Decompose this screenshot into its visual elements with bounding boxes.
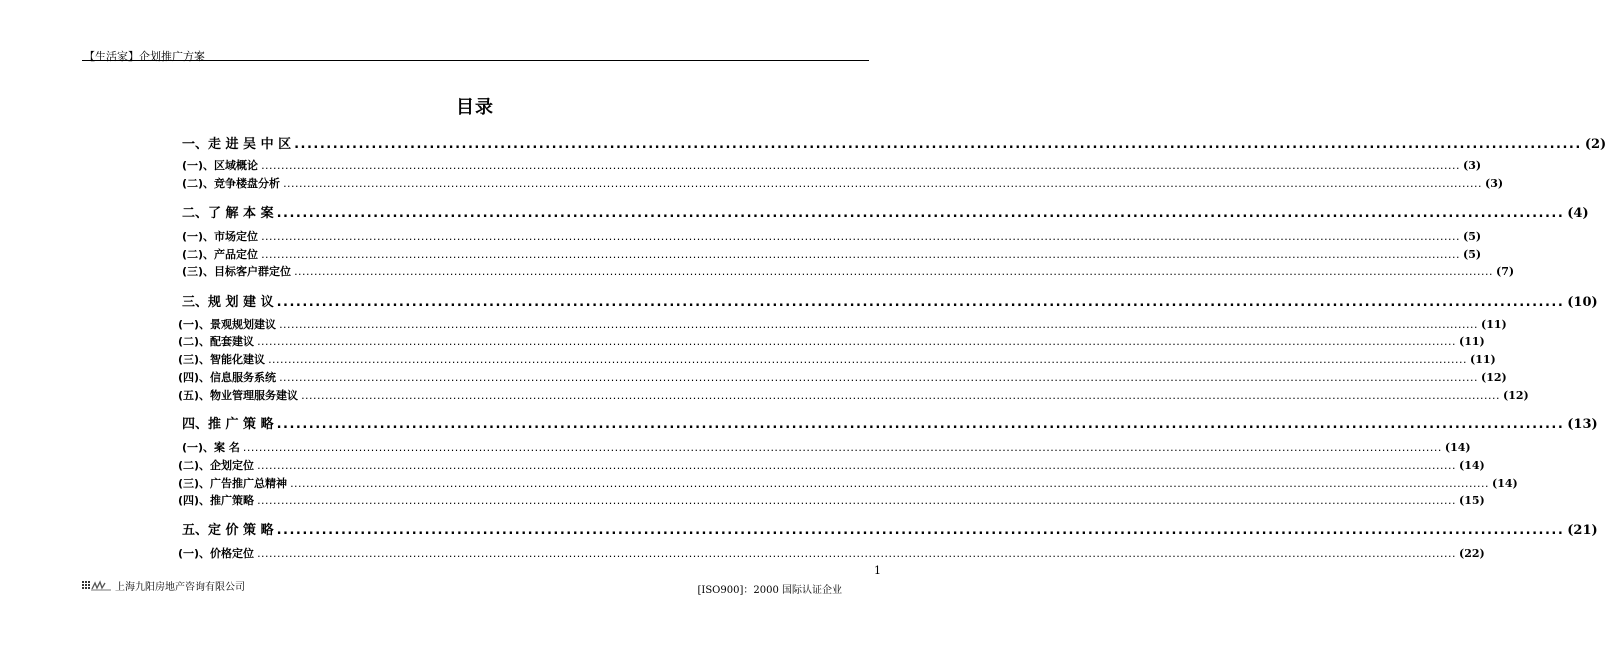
toc-leader-dots: ............................................................................................................................................................................................................................................................................................................ [279, 371, 1479, 384]
toc-entry-label: 三、规 划 建 议 [182, 295, 274, 310]
toc-leader-dots: ............................................................................................................................................................................................................................................................................................................ [283, 177, 1483, 190]
toc-leader-dots: ............................................................................................................................................................................................................................................................................................................ [257, 335, 1457, 348]
document-header: 【生活家】企划推广方案 [84, 50, 205, 63]
toc-section-entry [178, 316, 1507, 332]
toc-page-number: (5) [1463, 230, 1482, 243]
toc-section-entry [182, 175, 1504, 191]
toc-leader-dots: ............................................................................................................................................................................................................................................................................................................ [261, 159, 1461, 172]
toc-entry-label: (二)、企划定位 [178, 459, 255, 472]
toc-leader-dots: ............................................................................................................................................................................................................................................................................................................ [301, 389, 1501, 402]
toc-section-entry [182, 228, 1482, 244]
toc-page-number: (5) [1463, 248, 1482, 261]
toc-page-number: (10) [1567, 295, 1598, 310]
toc-entry-label: (一)、区域概论 [182, 159, 259, 172]
toc-entry-label: (四)、推广策略 [178, 494, 255, 507]
toc-page-number: (11) [1459, 335, 1485, 348]
toc-page-number: (11) [1470, 353, 1496, 366]
toc-leader-dots: ........................................................................................................................................................................................................ [276, 295, 1565, 310]
toc-leader-dots: ............................................................................................................................................................................................................................................................................................................ [257, 459, 1457, 472]
toc-entry-label: (一)、市场定位 [182, 230, 259, 243]
toc-page-number: (14) [1459, 459, 1485, 472]
toc-section-entry [178, 333, 1485, 349]
toc-section-entry [178, 475, 1518, 491]
toc-section-entry [178, 387, 1529, 403]
toc-section-entry [178, 492, 1485, 508]
toc-page-number: (11) [1481, 318, 1507, 331]
toc-title: 目录 [456, 97, 494, 118]
toc-entry-label: 二、了 解 本 案 [182, 206, 274, 221]
toc-leader-dots: ............................................................................................................................................................................................................................................................................................................ [257, 547, 1457, 560]
toc-page-number: (3) [1485, 177, 1504, 190]
toc-entry-label: (二)、产品定位 [182, 248, 259, 261]
toc-page-number: (15) [1459, 494, 1485, 507]
toc-leader-dots: ........................................................................................................................................................................................................ [276, 417, 1565, 432]
toc-entry-label: (一)、景观规划建议 [178, 318, 277, 331]
toc-leader-dots: ............................................................................................................................................................................................................................................................................................................ [290, 477, 1490, 490]
toc-entry-label: 一、走 进 吴 中 区 [182, 137, 292, 152]
toc-entry-label: 五、定 价 策 略 [182, 523, 274, 538]
toc-leader-dots: ........................................................................................................................................................................................................ [294, 137, 1582, 152]
toc-page-number: (13) [1567, 417, 1598, 432]
toc-section-entry [182, 246, 1482, 262]
toc-section-entry [178, 351, 1496, 367]
toc-section-entry [178, 457, 1485, 473]
toc-page-number: (22) [1459, 547, 1485, 560]
toc-section-entry [182, 157, 1482, 173]
toc-entry-label: (二)、竞争楼盘分析 [182, 177, 281, 190]
toc-chapter-entry [182, 291, 1598, 310]
toc-section-entry [178, 369, 1507, 385]
toc-leader-dots: ........................................................................................................................................................................................................ [276, 523, 1565, 538]
toc-leader-dots: ............................................................................................................................................................................................................................................................................................................ [279, 318, 1479, 331]
footer-company: 上海九阳房地产咨询有限公司 [115, 582, 245, 593]
toc-page-number: (4) [1567, 206, 1589, 221]
toc-leader-dots: ............................................................................................................................................................................................................................................................................................................ [257, 494, 1457, 507]
toc-chapter-entry [182, 202, 1589, 221]
toc-page-number: (14) [1492, 477, 1518, 490]
toc-entry-label: (四)、信息服务系统 [178, 371, 277, 384]
toc-leader-dots: ............................................................................................................................................................................................................................................................................................................ [242, 441, 1442, 454]
toc-page-number: (14) [1444, 441, 1471, 454]
toc-section-entry [182, 439, 1471, 455]
toc-leader-dots: ............................................................................................................................................................................................................................................................................................................ [261, 230, 1461, 243]
toc-leader-dots: ........................................................................................................................................................................................................ [276, 206, 1565, 221]
toc-entry-label: (一)、案 名 [182, 441, 240, 454]
toc-chapter-entry [182, 519, 1598, 538]
header-divider [82, 60, 869, 61]
toc-section-entry [182, 263, 1515, 279]
toc-page-number: (3) [1463, 159, 1482, 172]
toc-entry-label: (三)、智能化建议 [178, 353, 266, 366]
toc-chapter-entry [182, 413, 1598, 432]
toc-entry-label: 四、推 广 策 略 [182, 417, 274, 432]
toc-page-number: (12) [1503, 389, 1529, 402]
toc-page-number: (2) [1584, 137, 1606, 152]
toc-entry-label: (五)、物业管理服务建议 [178, 389, 299, 402]
toc-entry-label: (二)、配套建议 [178, 335, 255, 348]
page-number: 1 [874, 564, 881, 577]
toc-leader-dots: ............................................................................................................................................................................................................................................................................................................ [294, 265, 1494, 278]
toc-entry-label: (三)、广告推广总精神 [178, 477, 288, 490]
toc-page-number: (7) [1496, 265, 1515, 278]
toc-page-number: (21) [1567, 523, 1598, 538]
toc-chapter-entry [182, 133, 1606, 152]
toc-leader-dots: ............................................................................................................................................................................................................................................................................................................ [261, 248, 1461, 261]
footer-certification: [ISO900]：2000 国际认证企业 [697, 585, 842, 596]
toc-section-entry [178, 545, 1485, 561]
toc-entry-label: (三)、目标客户群定位 [182, 265, 292, 278]
toc-page-number: (12) [1481, 371, 1507, 384]
toc-leader-dots: ............................................................................................................................................................................................................................................................................................................ [268, 353, 1468, 366]
toc-entry-label: (一)、价格定位 [178, 547, 255, 560]
